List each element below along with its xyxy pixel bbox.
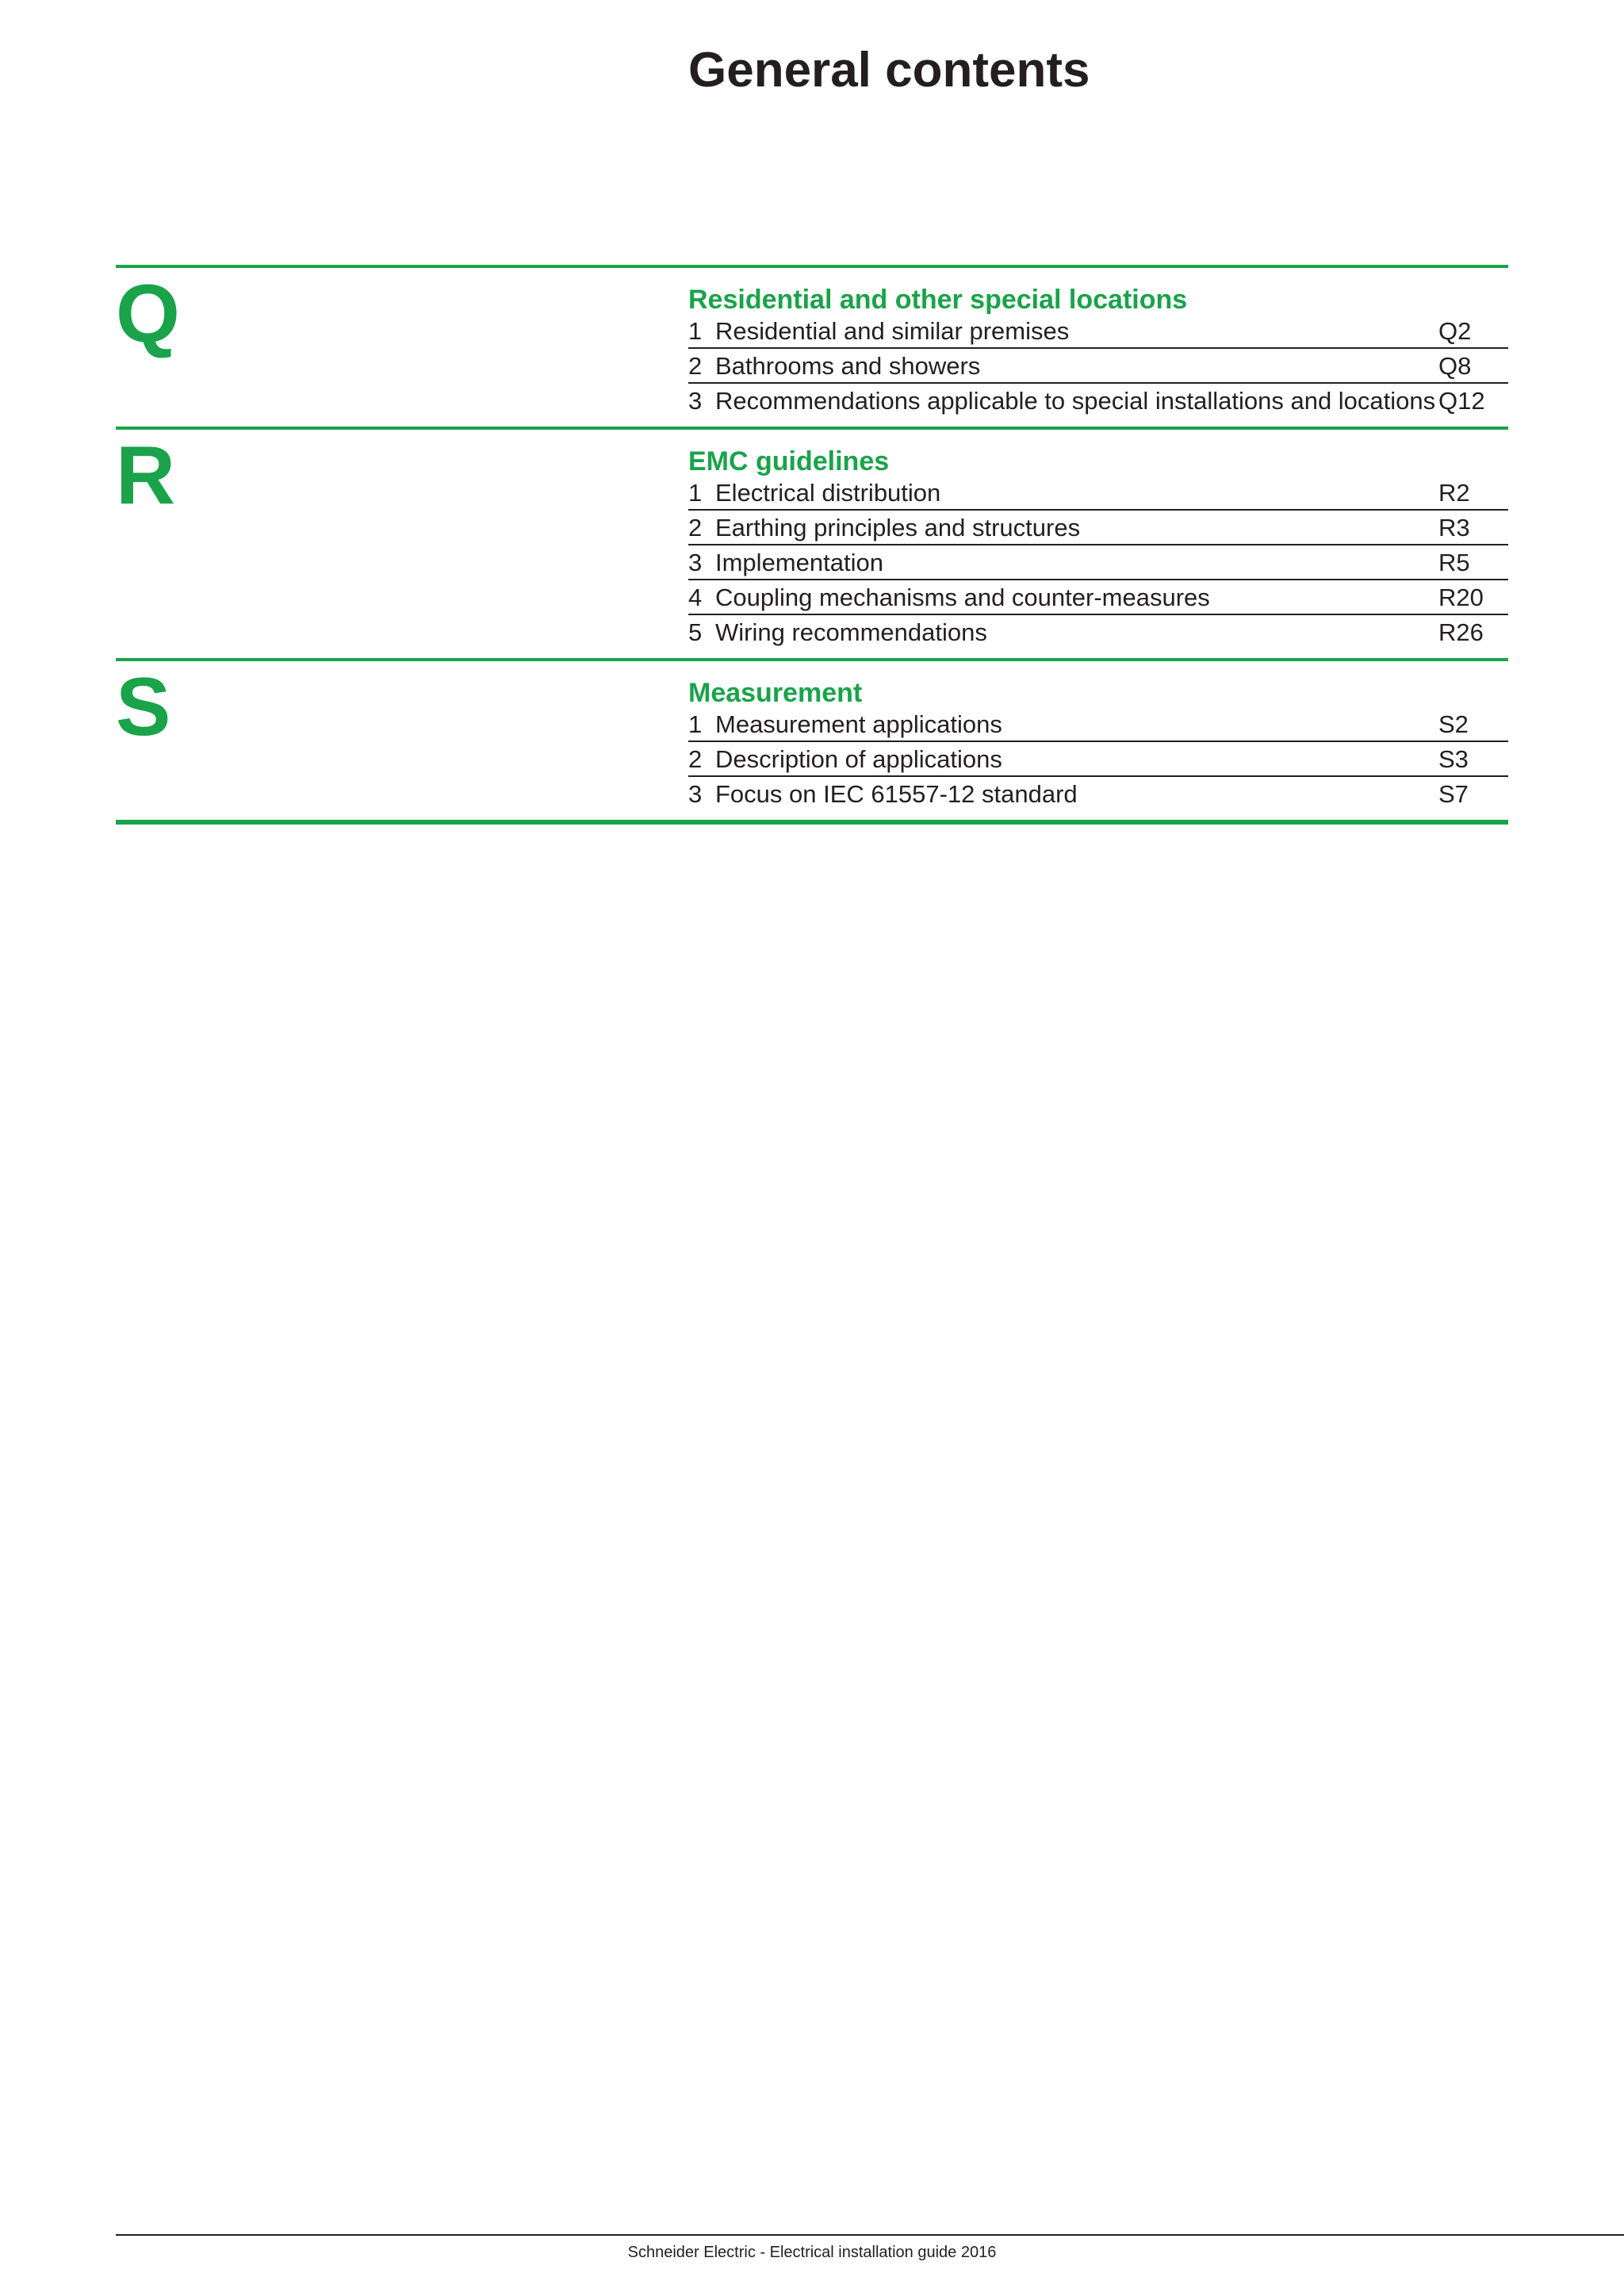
entry-page: R2: [1438, 479, 1470, 507]
entry-label: Coupling mechanisms and counter-measures: [715, 584, 1210, 611]
contents-table: [116, 265, 1508, 825]
toc-entry[interactable]: [688, 579, 1508, 614]
entry-number: 2: [688, 514, 703, 541]
entry-number: 4: [688, 584, 703, 611]
entry-page: S3: [1438, 745, 1469, 773]
toc-entry[interactable]: [688, 614, 1508, 649]
section-q: [116, 265, 1508, 427]
entry-number: 1: [688, 710, 703, 738]
entry-label: Residential and similar premises: [715, 317, 1070, 345]
entry-page: Q8: [1438, 352, 1472, 380]
entry-page: R20: [1438, 584, 1484, 611]
toc-entry[interactable]: [688, 316, 1508, 347]
toc-entry[interactable]: [688, 347, 1508, 382]
footer-rule: [116, 2234, 1624, 2236]
toc-entry[interactable]: [688, 477, 1508, 509]
section-letter: S: [116, 661, 171, 753]
section-title[interactable]: Measurement: [688, 678, 863, 708]
footer-text: Schneider Electric - Electrical installation guide 2016: [627, 2244, 997, 2261]
toc-entry[interactable]: [688, 775, 1508, 810]
entry-page: R5: [1438, 549, 1470, 576]
entry-label: Description of applications: [715, 745, 1002, 773]
entry-label: Earthing principles and structures: [715, 514, 1081, 541]
page-title: General contents: [688, 43, 1090, 98]
entry-number: 5: [688, 618, 703, 646]
contents-bottom-rule: [116, 820, 1508, 825]
entry-page: Q12: [1438, 387, 1485, 415]
entry-number: 1: [688, 317, 703, 345]
entry-label: Bathrooms and showers: [715, 352, 981, 380]
section-title[interactable]: Residential and other special locations: [688, 285, 1188, 315]
toc-entry[interactable]: [688, 740, 1508, 775]
toc-entry[interactable]: [688, 544, 1508, 579]
entry-page: R3: [1438, 514, 1470, 541]
toc-entry[interactable]: [688, 382, 1508, 417]
entry-page: S2: [1438, 710, 1469, 738]
entry-label: Wiring recommendations: [715, 618, 987, 646]
entry-number: 3: [688, 780, 703, 808]
entry-page: Q2: [1438, 317, 1472, 345]
toc-entry[interactable]: [688, 709, 1508, 740]
entry-label: Electrical distribution: [715, 479, 941, 507]
entry-label: Implementation: [715, 549, 883, 576]
entry-number: 2: [688, 352, 703, 380]
section-letter: Q: [116, 268, 180, 360]
section-letter: R: [116, 430, 176, 522]
section-s: [116, 658, 1508, 820]
entry-number: 1: [688, 479, 703, 507]
entry-number: 2: [688, 745, 703, 773]
entry-label: Recommendations applicable to special installations and locations: [715, 387, 1436, 415]
section-r: [116, 427, 1508, 658]
entry-number: 3: [688, 387, 703, 415]
entry-label: Focus on IEC 61557-12 standard: [715, 780, 1078, 808]
section-title[interactable]: EMC guidelines: [688, 446, 890, 476]
entry-number: 3: [688, 549, 703, 576]
entry-page: S7: [1438, 780, 1469, 808]
toc-entry[interactable]: [688, 509, 1508, 544]
entry-page: R26: [1438, 618, 1484, 646]
entry-label: Measurement applications: [715, 710, 1002, 738]
